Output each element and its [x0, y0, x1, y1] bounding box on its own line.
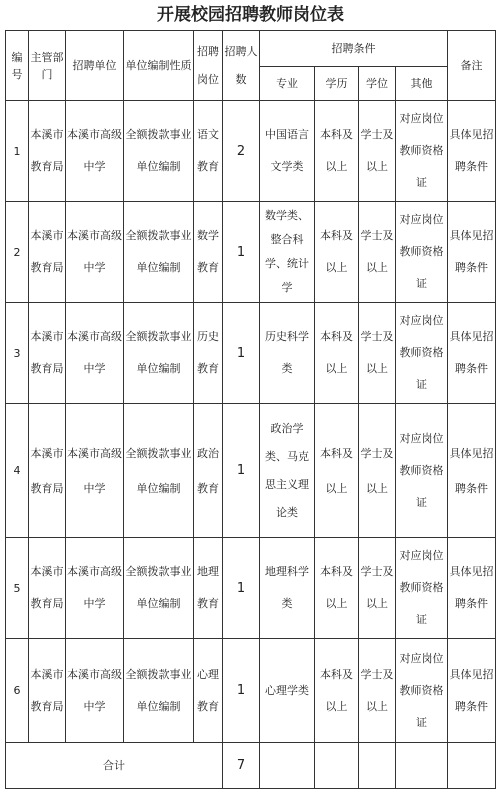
row-no: 6 [6, 639, 29, 743]
row-major: 政治学类、马克思主义理论类 [260, 404, 315, 538]
row-remark: 具体见招聘条件 [448, 303, 496, 404]
empty-cell [315, 743, 359, 789]
row-remark: 具体见招聘条件 [448, 639, 496, 743]
row-unit: 本溪市高级中学 [66, 639, 124, 743]
header-post: 招聘岗位 [194, 31, 223, 101]
row-other: 对应岗位教师资格证 [396, 639, 448, 743]
row-major: 数学类、整合科学、统计学 [260, 202, 315, 303]
row-degree: 学士及以上 [359, 639, 396, 743]
row-count: 1 [223, 639, 260, 743]
header-count: 招聘人数 [223, 31, 260, 101]
row-no: 3 [6, 303, 29, 404]
header-conditions: 招聘条件 [260, 31, 448, 67]
row-dept: 本溪市教育局 [29, 404, 66, 538]
total-row [6, 743, 496, 789]
row-other: 对应岗位教师资格证 [396, 202, 448, 303]
row-education: 本科及以上 [315, 101, 359, 202]
header-no: 编号 [6, 31, 29, 101]
row-count: 1 [223, 202, 260, 303]
empty-cell [359, 743, 396, 789]
total-label: 合计 [6, 743, 223, 789]
table-row [6, 538, 496, 639]
row-post: 语文教育 [194, 101, 223, 202]
row-unit: 本溪市高级中学 [66, 101, 124, 202]
header-major: 专业 [260, 67, 315, 101]
header-other: 其他 [396, 67, 448, 101]
empty-cell [448, 743, 496, 789]
row-nature: 全额拨款事业单位编制 [124, 538, 194, 639]
row-education: 本科及以上 [315, 303, 359, 404]
header-remark: 备注 [448, 31, 496, 101]
header-dept: 主管部门 [29, 31, 66, 101]
row-dept: 本溪市教育局 [29, 639, 66, 743]
row-post: 政治教育 [194, 404, 223, 538]
header-nature: 单位编制性质 [124, 31, 194, 101]
page-title: 开展校园招聘教师岗位表 [157, 5, 344, 25]
row-unit: 本溪市高级中学 [66, 404, 124, 538]
row-major: 心理学类 [260, 639, 315, 743]
recruitment-table [5, 30, 496, 789]
row-no: 1 [6, 101, 29, 202]
row-education: 本科及以上 [315, 639, 359, 743]
row-education: 本科及以上 [315, 202, 359, 303]
row-remark: 具体见招聘条件 [448, 538, 496, 639]
row-nature: 全额拨款事业单位编制 [124, 639, 194, 743]
row-dept: 本溪市教育局 [29, 101, 66, 202]
row-other: 对应岗位教师资格证 [396, 101, 448, 202]
row-unit: 本溪市高级中学 [66, 202, 124, 303]
table-row [6, 101, 496, 202]
row-post: 数学教育 [194, 202, 223, 303]
row-education: 本科及以上 [315, 538, 359, 639]
row-remark: 具体见招聘条件 [448, 101, 496, 202]
table-row [6, 202, 496, 303]
table-row [6, 404, 496, 538]
row-major: 中国语言文学类 [260, 101, 315, 202]
table-row [6, 639, 496, 743]
header-unit: 招聘单位 [66, 31, 124, 101]
row-dept: 本溪市教育局 [29, 303, 66, 404]
row-degree: 学士及以上 [359, 202, 396, 303]
row-other: 对应岗位教师资格证 [396, 303, 448, 404]
empty-cell [396, 743, 448, 789]
row-post: 心理教育 [194, 639, 223, 743]
row-degree: 学士及以上 [359, 538, 396, 639]
row-unit: 本溪市高级中学 [66, 538, 124, 639]
row-no: 4 [6, 404, 29, 538]
row-nature: 全额拨款事业单位编制 [124, 303, 194, 404]
row-no: 2 [6, 202, 29, 303]
row-nature: 全额拨款事业单位编制 [124, 101, 194, 202]
row-count: 1 [223, 303, 260, 404]
row-major: 历史科学类 [260, 303, 315, 404]
row-degree: 学士及以上 [359, 101, 396, 202]
row-count: 2 [223, 101, 260, 202]
total-count: 7 [223, 743, 260, 789]
row-remark: 具体见招聘条件 [448, 404, 496, 538]
row-other: 对应岗位教师资格证 [396, 404, 448, 538]
header-education: 学历 [315, 67, 359, 101]
row-unit: 本溪市高级中学 [66, 303, 124, 404]
empty-cell [260, 743, 315, 789]
row-degree: 学士及以上 [359, 404, 396, 538]
row-nature: 全额拨款事业单位编制 [124, 404, 194, 538]
row-count: 1 [223, 538, 260, 639]
row-post: 历史教育 [194, 303, 223, 404]
row-dept: 本溪市教育局 [29, 202, 66, 303]
row-degree: 学士及以上 [359, 303, 396, 404]
row-remark: 具体见招聘条件 [448, 202, 496, 303]
row-count: 1 [223, 404, 260, 538]
row-nature: 全额拨款事业单位编制 [124, 202, 194, 303]
row-education: 本科及以上 [315, 404, 359, 538]
row-no: 5 [6, 538, 29, 639]
row-dept: 本溪市教育局 [29, 538, 66, 639]
table-row [6, 303, 496, 404]
row-major: 地理科学类 [260, 538, 315, 639]
row-other: 对应岗位教师资格证 [396, 538, 448, 639]
row-post: 地理教育 [194, 538, 223, 639]
header-degree: 学位 [359, 67, 396, 101]
